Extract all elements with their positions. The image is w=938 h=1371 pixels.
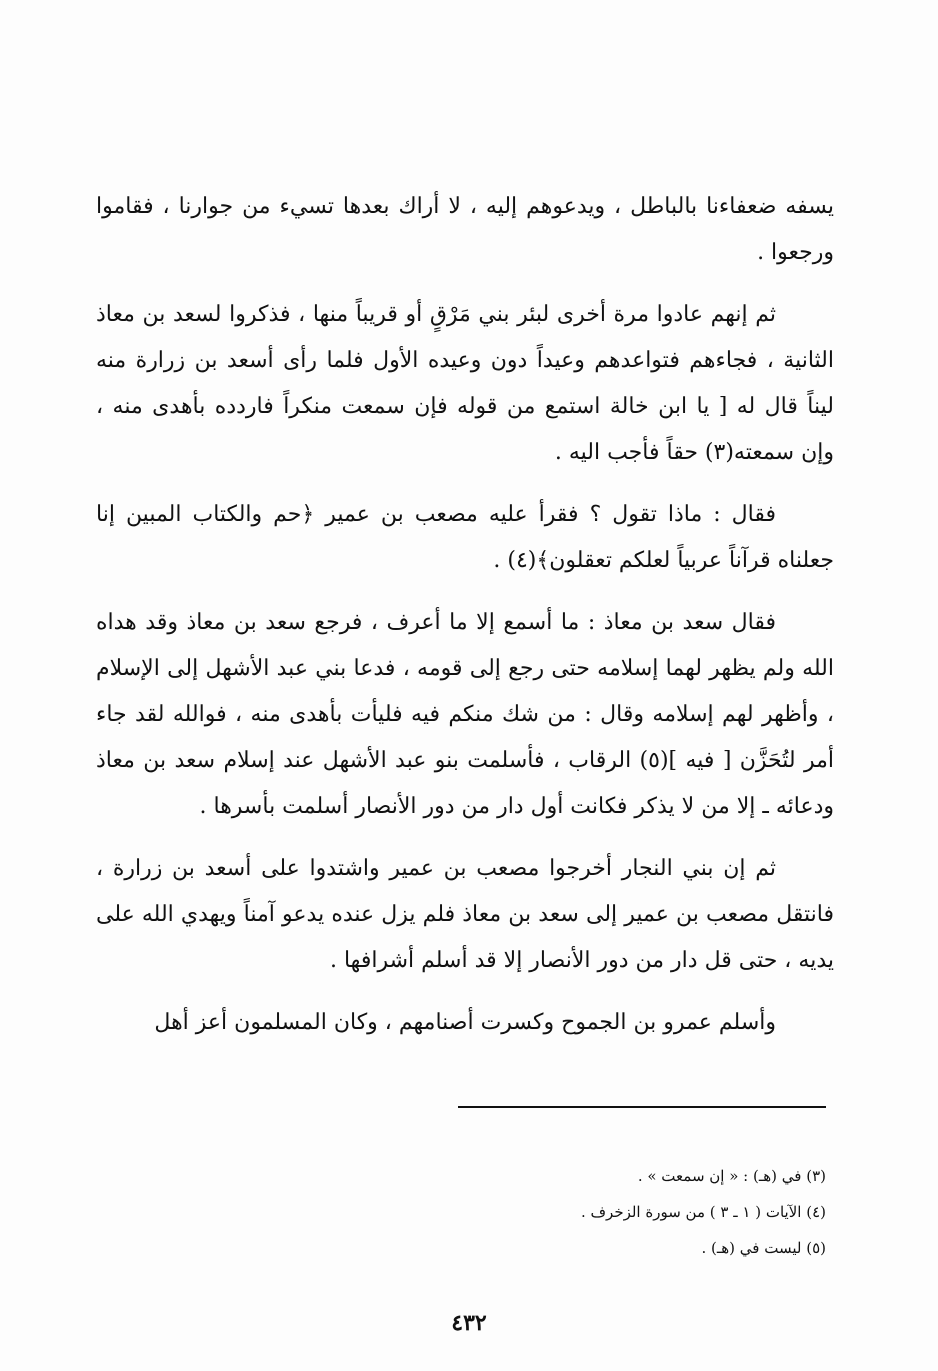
paragraph-5: ثم إن بني النجار أخرجوا مصعب بن عمير واشتدوا على أسعد بن زرارة ، فانتقل مصعب بن عمير إلى سعد بن معاذ فلم يزل عنده يدعو آمناً ويهدي الله على يديه ، حتى قل دار من دور الأنصار إلا قد أسلم أشرافها . [96, 856, 834, 973]
paragraph-1: يسفه ضعفاءنا بالباطل ، ويدعوهم إليه ، لا أراك بعدها تسيء من جوارنا ، فقاموا ورجعوا . [96, 194, 834, 265]
paragraph-3: فقال : ماذا تقول ؟ فقرأ عليه مصعب بن عمير ﴿حم والكتاب المبين إنا جعلناه قرآناً عربياً لعلكم تعقلون﴾(٤) . [96, 502, 834, 573]
footnote-divider [458, 1106, 826, 1108]
footnote-4: (٤) الآيات ( ١ ـ ٣ ) من سورة الزخرف . [580, 1203, 826, 1221]
main-text [96, 184, 834, 1062]
footnotes [458, 1158, 826, 1266]
page-number: ٤٣٢ [451, 1310, 487, 1336]
footnote-3: (٣) في (هـ) : « إن سمعت » . [637, 1167, 826, 1185]
footnote-5: (٥) ليست في (هـ) . [701, 1239, 826, 1257]
paragraph-6: وأسلم عمرو بن الجموح وكسرت أصنامهم ، وكان المسلمون أعز أهل [154, 1010, 776, 1035]
paragraph-2: ثم إنهم عادوا مرة أخرى لبئر بني مَرْقٍ أو قريباً منها ، فذكروا لسعد بن معاذ الثانية ، فجاءهم فتواعدهم وعيداً دون وعيده الأول فلما رأى أسعد بن زرارة منه ليناً قال له [ يا ابن خالة استمع من قوله فإن سمعت منكراً فاردده بأهدى منه ، وإن سمعته(٣) حقاً فأجب اليه . [96, 302, 834, 465]
paragraph-4: فقال سعد بن معاذ : ما أسمع إلا ما أعرف ، فرجع سعد بن معاذ وقد هداه الله ولم يظهر لهما إسلامه حتى رجع إلى قومه ، فدعا بني عبد الأشهل إلى الإسلام ، وأظهر لهم إسلامه وقال : من شك منكم فيه فليأت بأهدى منه ، فوالله لقد جاء أمر لتُحَزَّن [ فيه ](٥) الرقاب ، فأسلمت بنو عبد الأشهل عند إسلام سعد بن معاذ ودعائه ـ إلا من لا يذكر فكانت أول دار من دور الأنصار أسلمت بأسرها . [96, 610, 834, 819]
